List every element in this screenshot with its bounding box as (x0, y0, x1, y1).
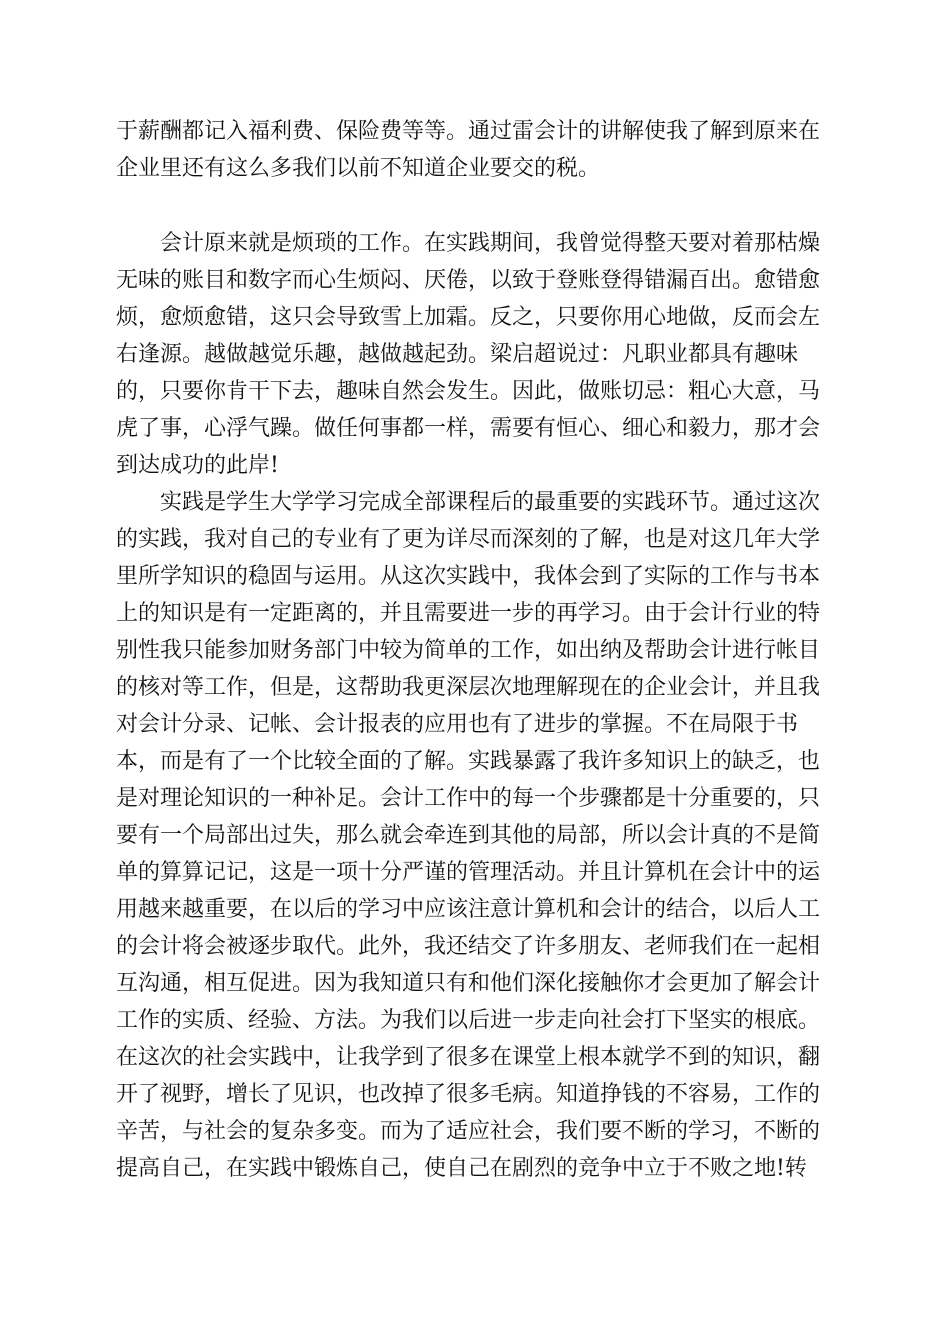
text-line: 用越来越重要，在以后的学习中应该注意计算机和会计的结合，以后人工 (116, 897, 821, 922)
text-line: 烦，愈烦愈错，这只会导致雪上加霜。反之，只要你用心地做，反而会左 (116, 305, 821, 330)
text-line: 实践是学生大学学习完成全部课程后的最重要的实践环节。通过这次 (116, 490, 821, 515)
text-line: 辛苦，与社会的复杂多变。而为了适应社会，我们要不断的学习，不断的 (116, 1119, 821, 1144)
paragraph-1 (116, 113, 836, 187)
text-line: 里所学知识的稳固与运用。从这次实践中，我体会到了实际的工作与书本 (116, 564, 821, 589)
text-line: 开了视野，增长了见识，也改掉了很多毛病。知道挣钱的不容易，工作的 (116, 1082, 821, 1107)
text-line: 互沟通，相互促进。因为我知道只有和他们深化接触你才会更加了解会计 (116, 971, 821, 996)
text-line: 的，只要你肯干下去，趣味自然会发生。因此，做账切忌：粗心大意，马 (116, 379, 821, 404)
text-line: 的核对等工作，但是，这帮助我更深层次地理解现在的企业会计，并且我 (116, 675, 821, 700)
text-line: 的实践，我对自己的专业有了更为详尽而深刻的了解，也是对这几年大学 (116, 527, 821, 552)
text-line: 企业里还有这么多我们以前不知道企业要交的税。 (116, 156, 601, 181)
text-line: 虎了事，心浮气躁。做任何事都一样，需要有恒心、细心和毅力，那才会 (116, 416, 821, 441)
paragraph-3 (116, 484, 836, 1187)
text-line: 无味的账目和数字而心生烦闷、厌倦，以致于登账登得错漏百出。愈错愈 (116, 268, 821, 293)
text-line: 要有一个局部出过失，那么就会牵连到其他的局部，所以会计真的不是简 (116, 823, 821, 848)
text-line: 工作的实质、经验、方法。为我们以后进一步走向社会打下坚实的根底。 (116, 1008, 821, 1033)
text-line: 别性我只能参加财务部门中较为简单的工作，如出纳及帮助会计进行帐目 (116, 638, 821, 663)
text-line: 提高自己，在实践中锻炼自己，使自己在剧烈的竞争中立于不败之地!转 (116, 1156, 807, 1181)
text-line: 的会计将会被逐步取代。此外，我还结交了许多朋友、老师我们在一起相 (116, 934, 821, 959)
text-line: 对会计分录、记帐、会计报表的应用也有了进步的掌握。不在局限于书 (116, 712, 799, 737)
text-line: 到达成功的此岸! (116, 453, 279, 478)
text-line: 是对理论知识的一种补足。会计工作中的每一个步骤都是十分重要的，只 (116, 786, 821, 811)
text-line: 上的知识是有一定距离的，并且需要进一步的再学习。由于会计行业的特 (116, 601, 821, 626)
text-line: 本，而是有了一个比较全面的了解。实践暴露了我许多知识上的缺乏，也 (116, 749, 821, 774)
text-line: 会计原来就是烦琐的工作。在实践期间，我曾觉得整天要对着那枯燥 (116, 231, 821, 256)
text-line: 右逢源。越做越觉乐趣，越做越起劲。梁启超说过：凡职业都具有趣味 (116, 342, 799, 367)
paragraph-2 (116, 225, 836, 484)
text-line: 于薪酬都记入福利费、保险费等等。通过雷会计的讲解使我了解到原来在 (116, 119, 821, 144)
text-line: 单的算算记记，这是一项十分严谨的管理活动。并且计算机在会计中的运 (116, 860, 821, 885)
text-line: 在这次的社会实践中，让我学到了很多在课堂上根本就学不到的知识，翻 (116, 1045, 821, 1070)
